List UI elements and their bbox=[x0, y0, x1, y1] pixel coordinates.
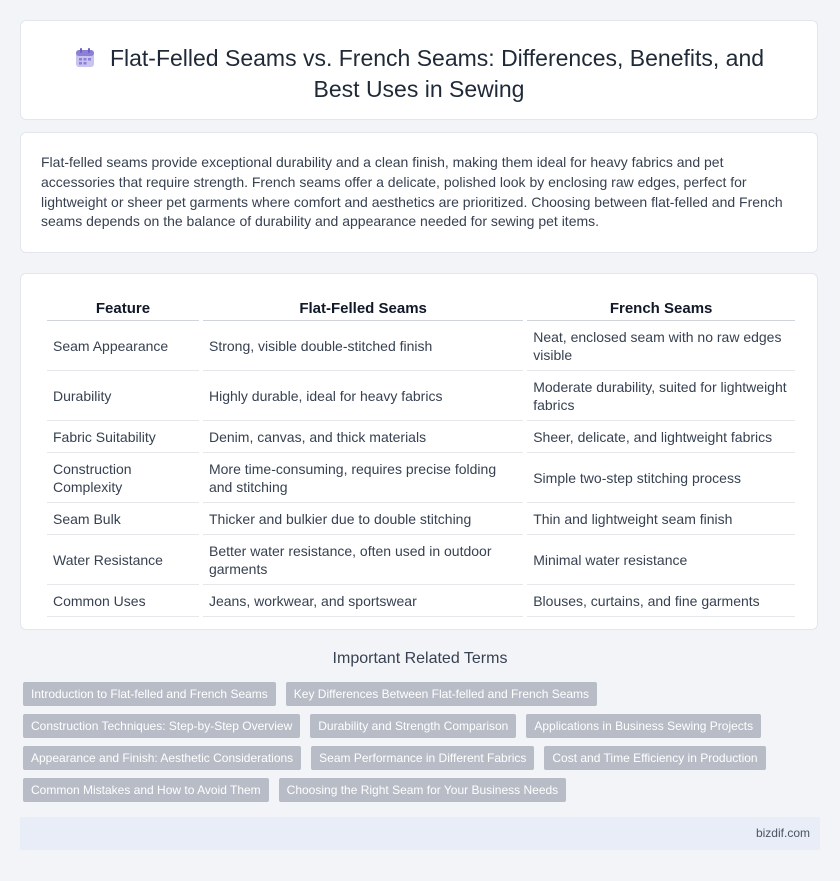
table-row bbox=[47, 535, 795, 585]
page-title: Flat-Felled Seams vs. French Seams: Differences, Benefits, and Best Uses in Sewing bbox=[109, 45, 765, 102]
intro-paragraph: Flat-felled seams provide exceptional durability and a clean finish, making them ideal for heavy fabrics and pet accessories that require strength. French seams offer a delicate, polished look by enclosing raw edges, perfect for lightweight or sheer pet garments where comfort and aesthetics are prioritized. Choosing between flat-felled and French seams depends on the balance of durability and appearance needed for sewing pet items. bbox=[41, 154, 783, 230]
table-row bbox=[47, 421, 795, 453]
related-term-tag[interactable]: Appearance and Finish: Aesthetic Considerations bbox=[23, 746, 301, 770]
related-term-tag[interactable]: Choosing the Right Seam for Your Business Needs bbox=[279, 778, 567, 802]
french-cell: Blouses, curtains, and fine garments bbox=[527, 585, 795, 617]
related-term-tag[interactable]: Construction Techniques: Step-by-Step Overview bbox=[23, 714, 300, 738]
french-cell: Sheer, delicate, and lightweight fabrics bbox=[527, 421, 795, 453]
tag-row bbox=[23, 682, 803, 714]
header-french: French Seams bbox=[527, 296, 795, 321]
flat-felled-cell: More time-consuming, requires precise folding and stitching bbox=[203, 453, 523, 503]
footer bbox=[20, 817, 820, 850]
table-row bbox=[47, 503, 795, 535]
related-term-tag[interactable]: Durability and Strength Comparison bbox=[310, 714, 516, 738]
related-terms-heading: Important Related Terms bbox=[332, 650, 508, 667]
related-term-tag[interactable]: Introduction to Flat-felled and French Seams bbox=[23, 682, 276, 706]
title-card bbox=[20, 20, 818, 120]
tag-row bbox=[23, 746, 803, 778]
french-cell: Minimal water resistance bbox=[527, 535, 795, 585]
related-term-tag[interactable]: Applications in Business Sewing Projects bbox=[526, 714, 761, 738]
related-term-tag[interactable]: Key Differences Between Flat-felled and French Seams bbox=[286, 682, 597, 706]
feature-cell: Seam Bulk bbox=[47, 503, 199, 535]
table-row bbox=[47, 321, 795, 371]
header-feature: Feature bbox=[47, 296, 199, 321]
intro-card bbox=[20, 132, 818, 253]
feature-cell: Seam Appearance bbox=[47, 321, 199, 371]
feature-cell: Common Uses bbox=[47, 585, 199, 617]
table-row bbox=[47, 453, 795, 503]
table-row bbox=[47, 585, 795, 617]
footer-site-link[interactable]: bizdif.com bbox=[755, 826, 810, 840]
calendar-icon bbox=[74, 47, 96, 69]
flat-felled-cell: Highly durable, ideal for heavy fabrics bbox=[203, 371, 523, 421]
french-cell: Neat, enclosed seam with no raw edges visible bbox=[527, 321, 795, 371]
comparison-card bbox=[20, 273, 818, 630]
flat-felled-cell: Thicker and bulkier due to double stitching bbox=[203, 503, 523, 535]
french-cell: Thin and lightweight seam finish bbox=[527, 503, 795, 535]
comparison-table bbox=[43, 296, 799, 617]
header-flat-felled: Flat-Felled Seams bbox=[203, 296, 523, 321]
french-cell: Moderate durability, suited for lightweight fabrics bbox=[527, 371, 795, 421]
flat-felled-cell: Strong, visible double-stitched finish bbox=[203, 321, 523, 371]
related-term-tag[interactable]: Seam Performance in Different Fabrics bbox=[311, 746, 534, 770]
page-title-row bbox=[21, 43, 817, 105]
flat-felled-cell: Better water resistance, often used in outdoor garments bbox=[203, 535, 523, 585]
french-cell: Simple two-step stitching process bbox=[527, 453, 795, 503]
table-row bbox=[47, 371, 795, 421]
tag-row bbox=[23, 714, 803, 746]
related-term-tag[interactable]: Cost and Time Efficiency in Production bbox=[544, 746, 765, 770]
feature-cell: Fabric Suitability bbox=[47, 421, 199, 453]
related-term-tag[interactable]: Common Mistakes and How to Avoid Them bbox=[23, 778, 269, 802]
feature-cell: Water Resistance bbox=[47, 535, 199, 585]
related-terms-list bbox=[23, 682, 803, 810]
feature-cell: Durability bbox=[47, 371, 199, 421]
flat-felled-cell: Denim, canvas, and thick materials bbox=[203, 421, 523, 453]
flat-felled-cell: Jeans, workwear, and sportswear bbox=[203, 585, 523, 617]
tag-row bbox=[23, 778, 803, 810]
table-header-row bbox=[47, 296, 795, 321]
feature-cell: Construction Complexity bbox=[47, 453, 199, 503]
